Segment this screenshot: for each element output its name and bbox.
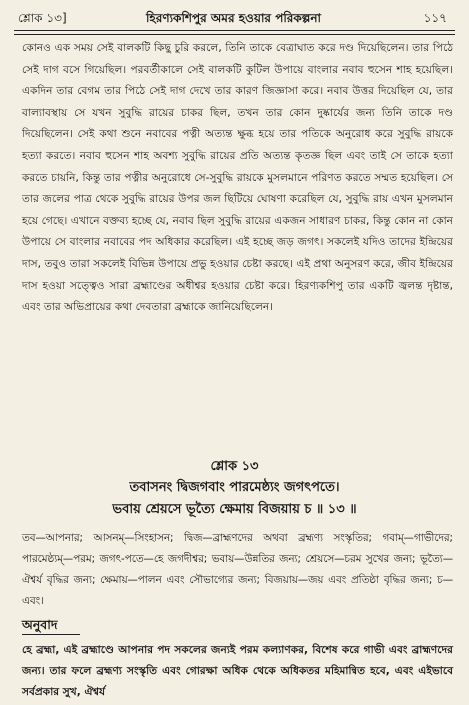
header-rule [14, 30, 455, 35]
synonyms-paragraph [22, 528, 453, 612]
translation-paragraph [22, 640, 453, 703]
synonyms-text: তব—আপনার; আসনম্—সিংহাসন; দ্বিজ—ব্রাহ্মণদের অথবা ব্রহ্মণ্য সংস্কৃতির; গবাম্—গাভীদের; পারমেষ্ঠ্যম্—পরম; জগৎ-পতে—হে জগদীশ্বর; ভবায়—উন্নতির জন্য; শ্রেয়সে—চরম সুখের জন্য; ভূত্যৈ—ঐশ্বর্য বৃদ্ধির জন্য; ক্ষেমায়—পালন এবং সৌভাগ্যের জন্য; বিজয়ায়—জয় এবং প্রতিষ্ঠা বৃদ্ধির জন্য; চ—এবং। [22, 532, 453, 607]
header-chapter-title: হিরণ্যকশিপুর অমর হওয়ার পরিকল্পনা [145, 11, 321, 25]
verse-heading: শ্লোক ১৩ [210, 459, 259, 474]
page-number: ১১৭ [423, 11, 447, 25]
translation-heading-underline [22, 634, 80, 635]
purport-text: কোনও এক সময় সেই বালকটি কিছু চুরি করলে, তিনি তাকে বেত্রাঘাত করে দণ্ড দিয়েছিলেন। তার পিঠে সেই দাগ বসে গিয়েছিল। পরবর্তীকালে সেই বালকটি কুটিল উপায়ে বাংলার নবাব হুসেন শাহ হয়েছিল। একদিন তার বেগম তার পিঠে সেই দাগ দেখে তার কারণ জিজ্ঞাসা করে। নবাব উত্তর দিয়েছিল যে, তার বাল্যাবস্থায় সে যখন সুবুদ্ধি রায়ের চাকর ছিল, তখন তার কোন দুষ্কার্যের জন্য তিনি তাকে দণ্ড দিয়েছিলেন। সেই কথা শুনে নবাবের পত্নী অত্যন্ত ক্ষুব্ধ হয়ে তার পতিকে অনুরোধ করে সুবুদ্ধি রায়কে হত্যা করতে। নবাব হুসেন শাহ অবশ্য সুবুদ্ধি রায়ের প্রতি অত্যন্ত কৃতজ্ঞ ছিল এবং তাই সে তাকে হত্যা করতে চায়নি, কিন্তু তার পত্নীর অনুরোধে সে-সুবুদ্ধি রায়কে মুসলমানে পরিণত করতে সম্মত হয়েছিল। সে তার জলের পাত্র থেকে সুবুদ্ধি রায়ের উপর জল ছিটিয়ে ঘোষণা করেছিল যে, সুবুদ্ধি রায় এখন মুসলমান হয়ে গেছে। এখানে বক্তব্য হচ্ছে যে, নবাব ছিল সুবুদ্ধি রায়ের একজন সাধারণ চাকর, কিন্তু কোন না কোন উপায়ে সে বাংলার নবাবের পদ অধিকার করেছিল। এই হচ্ছে জড় জগৎ। সকলেই যদিও তাদের ইন্দ্রিয়ের দাস, তবুও তারা সকলেই বিভিন্ন উপায়ে প্রভু হওয়ার চেষ্টা করছে। এই প্রথা অনুসরণ করে, জীব ইন্দ্রিয়ের দাস হওয়া সত্ত্বেও সারা ব্রহ্মাণ্ডের অধীশ্বর হওয়ার চেষ্টা করে। হিরণ্যকশিপু তার একটি জ্বলন্ত দৃষ্টান্ত, এবং তার অভিপ্রায়ের কথা দেবতারা ব্রহ্মাকে জানিয়েছিলেন। [22, 42, 453, 314]
header-verse-ref: শ্লোক ১৩] [18, 11, 67, 25]
translation-text: হে ব্রহ্মা, এই ব্রহ্মাণ্ডে আপনার পদ সকলের জন্যই পরম কল্যাণকর, বিশেষ করে গাভী এবং ব্রাহ্মণদের জন্য। তার ফলে ব্রহ্মণ্য সংস্কৃতি এবং গোরক্ষা অধিক থেকে অধিকতর মহিমান্বিত হবে, এবং এইভাবে সর্বপ্রকার সুখ, ঐশ্বর্য [22, 644, 453, 698]
verse-line-1: তবাসনং দ্বিজগবাং পারমেষ্ঠ্যং জগৎপতে। [129, 480, 340, 495]
running-header [14, 8, 453, 28]
translation-heading: অনুবাদ [22, 617, 58, 632]
purport-paragraph [22, 38, 453, 319]
verse-line-2: ভবায় শ্রেয়সে ভূত্যৈ ক্ষেমায় বিজয়ায় চ ॥ ১৩ ॥ [112, 502, 357, 517]
